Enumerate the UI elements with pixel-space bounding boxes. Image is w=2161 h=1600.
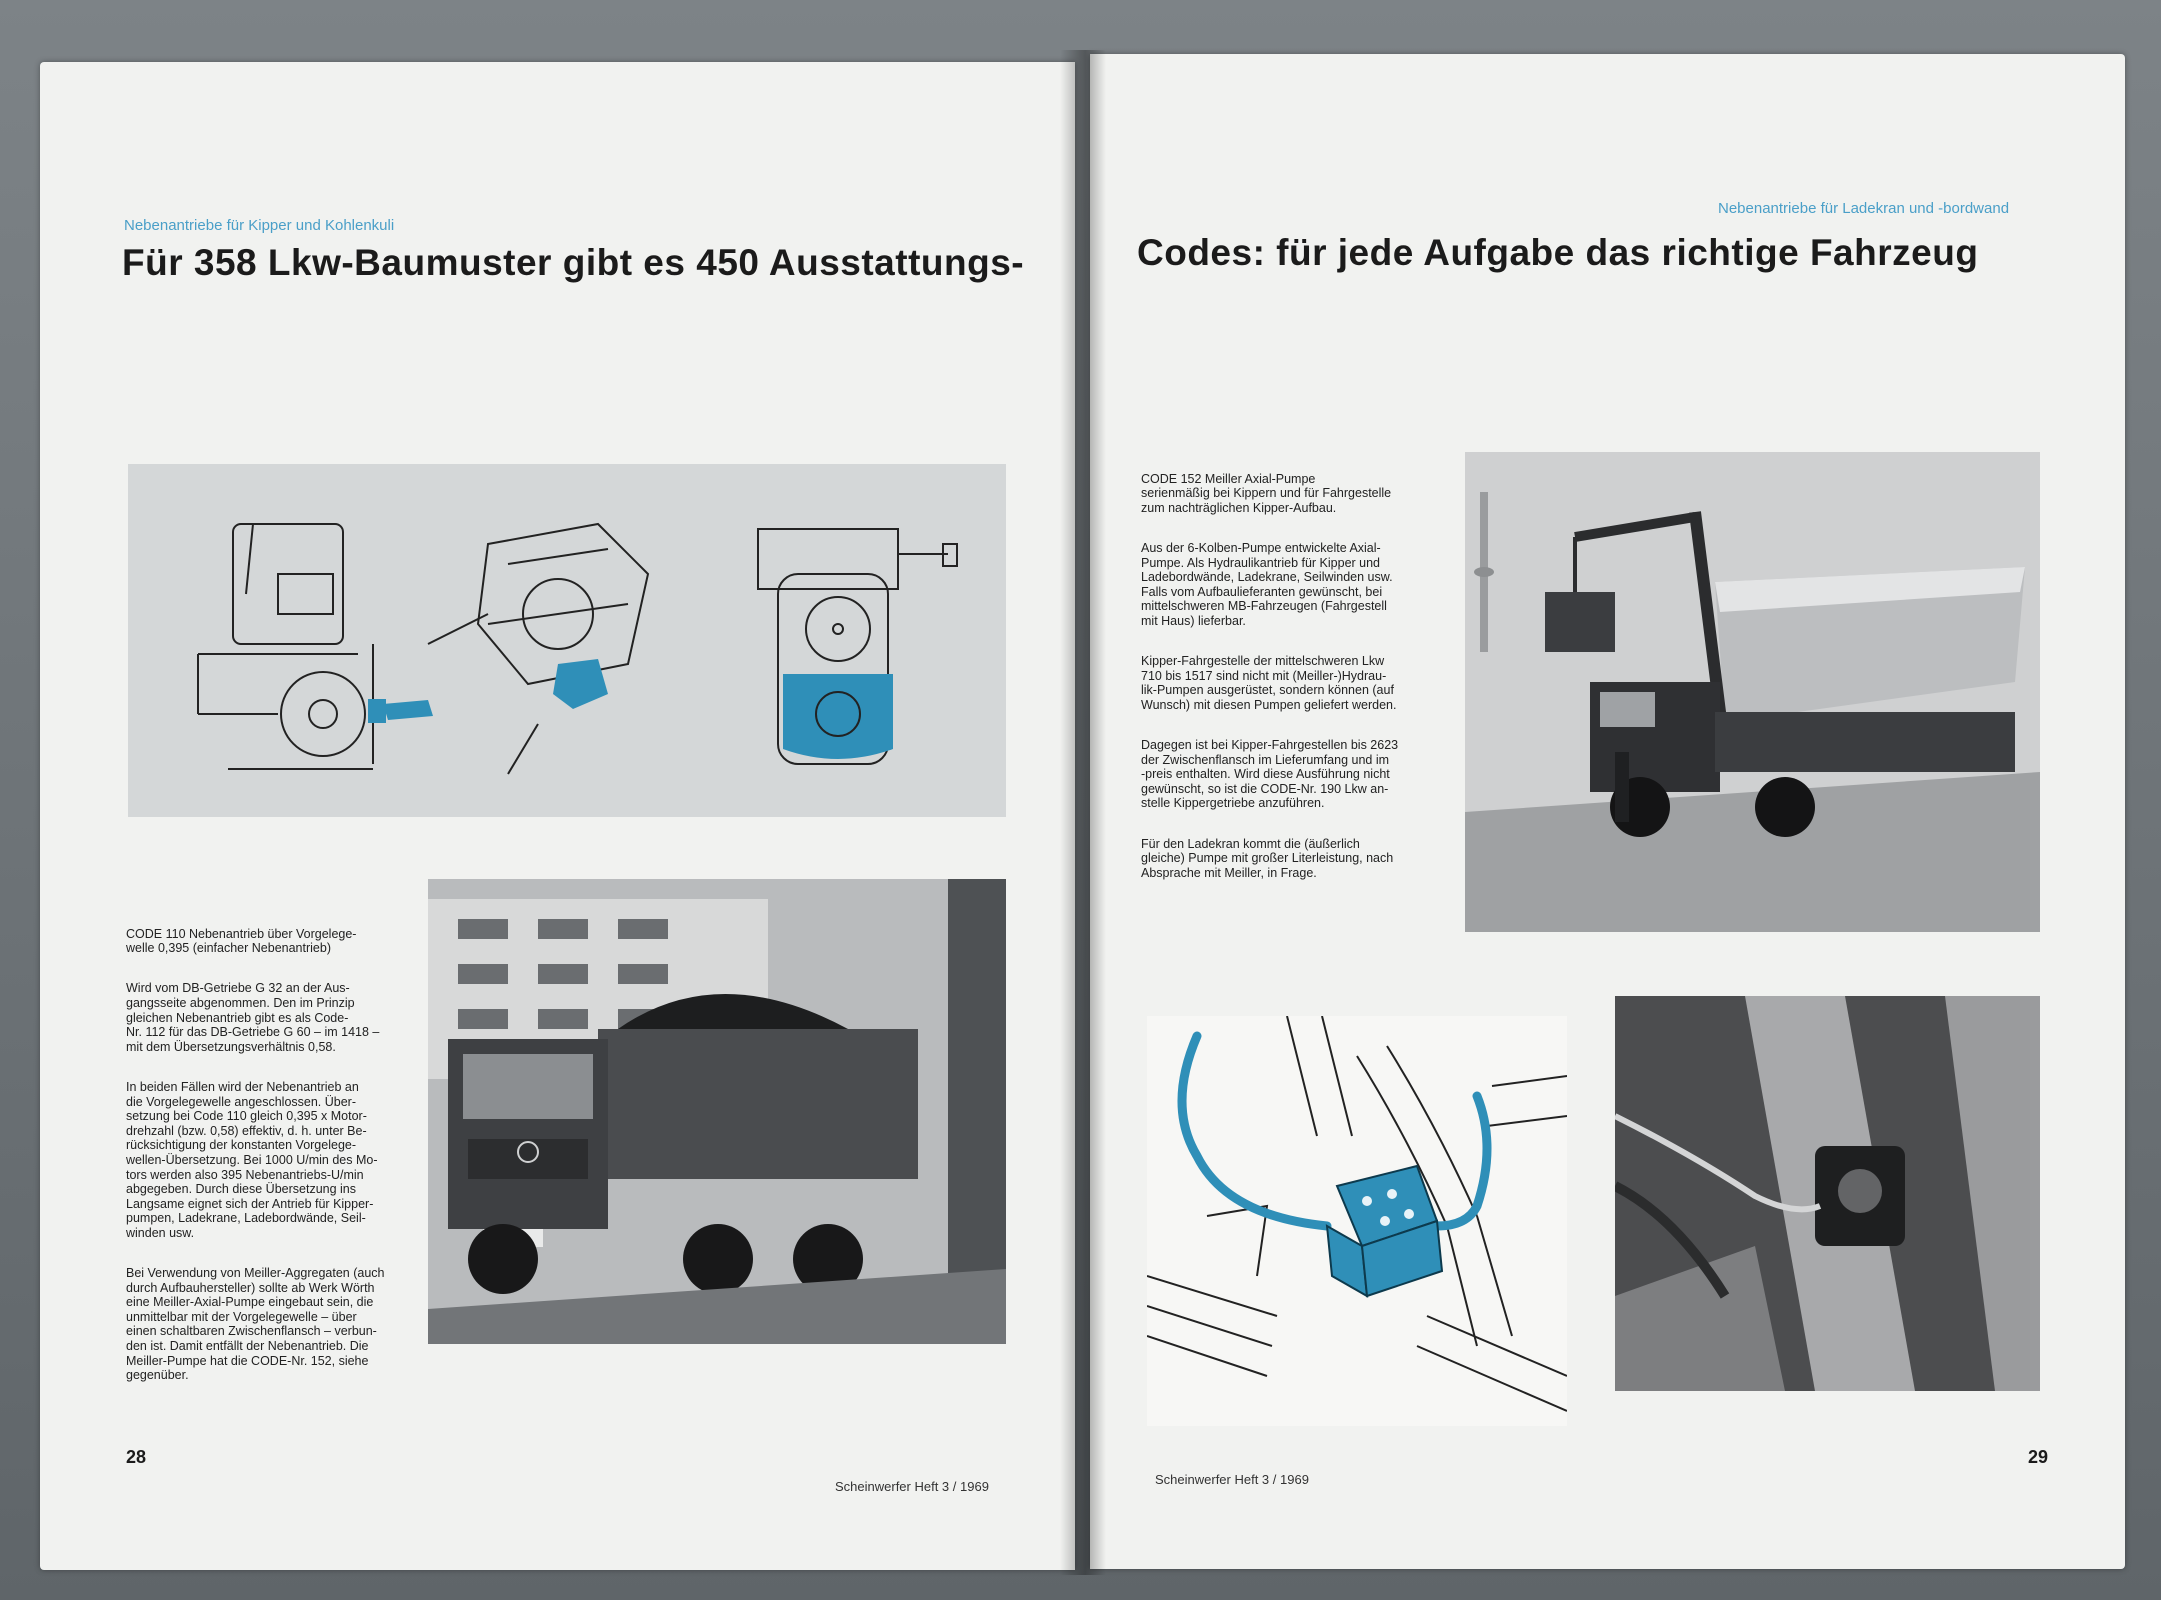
pump-installation-photo (1615, 996, 2040, 1391)
gearbox-pto-highlight (553, 659, 608, 709)
drivetrain-diagram-panel (128, 464, 1006, 817)
code152-paragraph-2: Kipper-Fahrgestelle der mittelschweren Lkw 710 bis 1517 sind nicht mit (Meiller-)Hydrau- lik-Pumpen ausgerüstet, sondern können (auf Wunsch) mit diesen Pumpen geliefert werden. (1141, 654, 1397, 712)
left-headline: Für 358 Lkw-Baumuster gibt es 450 Ausstattungs- (122, 242, 1025, 283)
coal-truck-photo (428, 879, 1006, 1344)
gearbox-drawing (428, 524, 648, 774)
code152-text (1141, 457, 1428, 906)
pump-installation-illustration (1615, 996, 2040, 1391)
crane-truck-photo (1465, 452, 2040, 932)
code152-lead: CODE 152 Meiller Axial-Pumpe serienmäßig bei Kippern und für Fahrgestelle zum nachträglichen Kipper-Aufbau. (1141, 471, 1392, 515)
axial-pump-illustration (1147, 1016, 1567, 1426)
right-page-number: 29 (2028, 1447, 2049, 1467)
code152-paragraph-4: Für den Ladekran kommt die (äußerlich gleiche) Pumpe mit großer Literleistung, nach Absprache mit Meiller, in Frage. (1141, 836, 1394, 880)
left-kicker: Nebenantriebe für Kipper und Kohlenkuli (124, 217, 395, 234)
right-page (1090, 54, 2125, 1569)
coal-truck-illustration (428, 879, 1006, 1344)
right-headline: Codes: für jede Aufgabe das richtige Fahrzeug (1137, 232, 1979, 273)
left-page (40, 62, 1075, 1570)
code152-paragraph-1: Aus der 6-Kolben-Pumpe entwickelte Axial- Pumpe. Als Hydraulikantrieb für Kipper und Ladebordwände, Ladekrane, Seilwinden usw. Falls vom Aufbaulieferanten gewünscht, bei mittelschweren MB-Fahrzeugen (Fahrgestell mit Haus) lieferbar. (1141, 540, 1393, 628)
right-footer: Scheinwerfer Heft 3 / 1969 (1155, 1472, 1309, 1487)
section-pto-highlight (783, 674, 893, 759)
code110-text (126, 912, 413, 1408)
left-page-number: 28 (126, 1447, 147, 1467)
code110-paragraph-2: In beiden Fällen wird der Nebenantrieb an die Vorgelegewelle angeschlossen. Über- setzung bei Code 110 gleich 0,395 x Motor- drehzahl (bzw. 0,58) effektiv, d. h. unter Be- rücksichtigung der konstanten Vorgelege- wellen-Übersetzung. Bei 1000 U/min des Mo- tors werden also 395 Nebenantriebs-U/min abgegeben. Durch diese Übersetzung ins Langsame eignet sich der Antrieb für Kipper- pumpen, Ladekrane, Ladebordwände, Seil- winden usw. (126, 1079, 378, 1240)
cab-pto-highlight (368, 699, 433, 723)
code152-paragraph-3: Dagegen ist bei Kipper-Fahrgestellen bis 2623 der Zwischenflansch im Lieferumfang und im -preis enthalten. Wird diese Ausführung nicht gewünscht, so ist die CODE-Nr. 190 Lkw an- stelle Kippergetriebe anzuführen. (1141, 738, 1399, 811)
right-kicker: Nebenantriebe für Ladekran und -bordwand (1718, 200, 2010, 217)
cab-cutaway-drawing (198, 524, 373, 769)
crane-truck-illustration (1465, 452, 2040, 932)
code110-lead: CODE 110 Nebenantrieb über Vorgelege- welle 0,395 (einfacher Nebenantrieb) (126, 926, 357, 956)
magazine-spine-shadow (1060, 50, 1106, 1575)
left-footer: Scheinwerfer Heft 3 / 1969 (835, 1479, 989, 1494)
axial-pump-drawing (1147, 1016, 1567, 1426)
code110-paragraph-3: Bei Verwendung von Meiller-Aggregaten (auch durch Aufbauhersteller) sollte ab Werk Wörth eine Meiller-Axial-Pumpe eingebaut sein, die unmittelbar mit der Vorgelegewelle – über einen schaltbaren Zwischenflansch – verbun- den ist. Damit entfällt der Nebenantrieb. Die Meiller-Pumpe hat die CODE-Nr. 152, siehe gegenüber. (126, 1266, 385, 1383)
code110-paragraph-1: Wird vom DB-Getriebe G 32 an der Aus- gangsseite abgenommen. Den im Prinzip gleichen Nebenantrieb gibt es als Code- Nr. 112 für das DB-Getriebe G 60 – im 1418 – mit dem Übersetzungsverhältnis 0,58. (126, 981, 380, 1054)
pump-body-highlight (1327, 1166, 1442, 1296)
drivetrain-diagrams (128, 464, 1006, 817)
